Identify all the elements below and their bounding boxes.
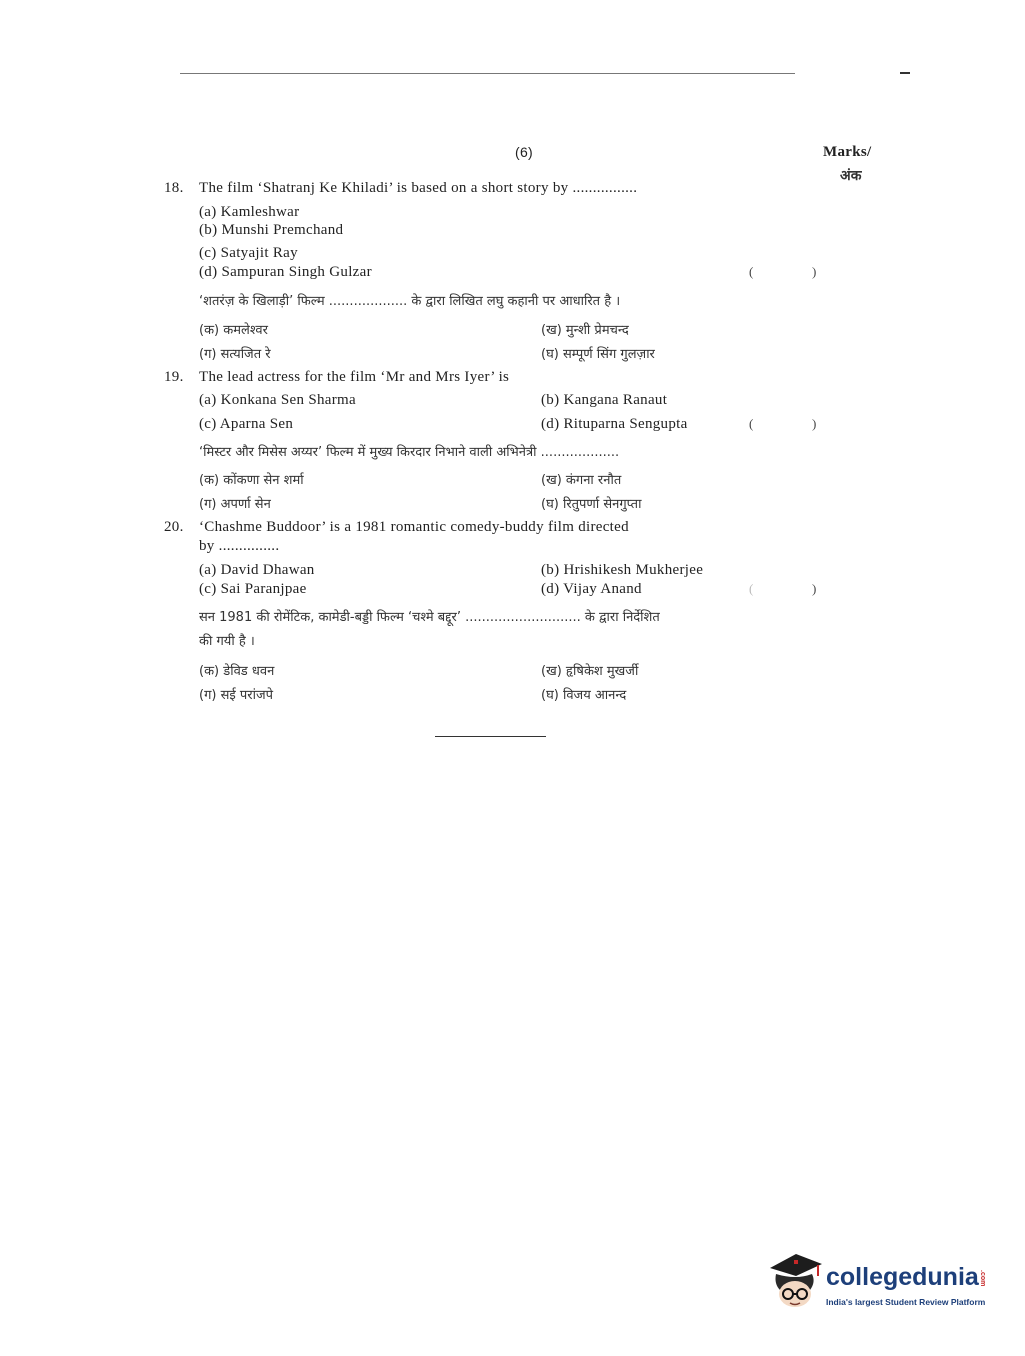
question-text-line-1: ‘Chashme Buddoor’ is a 1981 romantic comedy-buddy film directed [199, 519, 629, 535]
hindi-option-a: (क) कमलेश्वर [199, 323, 268, 338]
answer-bracket-close: ) [812, 264, 817, 279]
hindi-option-d: (घ) रितुपर्णा सेनगुप्ता [541, 497, 642, 512]
top-rule [180, 73, 795, 74]
option-a: (a) Kamleshwar [199, 204, 300, 220]
option-c: (c) Aparna Sen [199, 416, 294, 432]
option-c: (c) Sai Paranjpae [199, 581, 307, 597]
question-text: The film ‘Shatranj Ke Khiladi’ is based on a short story by ................ [199, 180, 638, 196]
option-b: (b) Munshi Premchand [199, 222, 344, 238]
hindi-option-b: (ख) कंगना रनौत [541, 473, 622, 488]
mascot-icon [766, 1250, 824, 1312]
answer-bracket-open: ( [749, 264, 754, 279]
hindi-option-c: (ग) अपर्णा सेन [199, 497, 271, 512]
question-text-line-2: by ............... [199, 538, 280, 554]
logo-brand-suffix: .com [978, 1270, 986, 1287]
page-number: (6) [515, 144, 534, 160]
option-d: (d) Rituparna Sengupta [541, 416, 688, 432]
option-d: (d) Vijay Anand [541, 581, 642, 597]
option-a: (a) Konkana Sen Sharma [199, 392, 356, 408]
answer-bracket-open: ( [749, 416, 754, 431]
logo-brand-name: collegedunia [826, 1263, 979, 1291]
end-of-section-rule [435, 736, 546, 737]
top-right-dash [900, 72, 910, 74]
option-a: (a) David Dhawan [199, 562, 315, 578]
question-number: 18. [164, 180, 184, 196]
hindi-option-b: (ख) हृषिकेश मुखर्जी [541, 664, 639, 679]
option-d: (d) Sampuran Singh Gulzar [199, 264, 372, 280]
logo-tagline: India's largest Student Review Platform [826, 1297, 986, 1307]
question-number: 19. [164, 369, 184, 385]
hindi-question-text-line-2: की गयी है । [199, 634, 255, 649]
hindi-option-a: (क) डेविड धवन [199, 664, 275, 679]
logo-brand [826, 1263, 986, 1292]
hindi-option-a: (क) कोंकणा सेन शर्मा [199, 473, 304, 488]
question-text: The lead actress for the film ‘Mr and Mrs Iyer’ is [199, 369, 510, 385]
hindi-option-c: (ग) सत्यजित रे [199, 347, 271, 362]
hindi-option-b: (ख) मुन्शी प्रेमचन्द [541, 323, 629, 338]
marks-label-hindi: अंक [840, 168, 862, 184]
hindi-option-d: (घ) सम्पूर्ण सिंग गुलज़ार [541, 347, 655, 362]
answer-bracket-close: ) [812, 416, 817, 431]
answer-bracket-open: ( [749, 581, 754, 596]
option-b: (b) Kangana Ranaut [541, 392, 668, 408]
question-number: 20. [164, 519, 184, 535]
answer-bracket-close: ) [812, 581, 817, 596]
hindi-question-text: ‘मिस्टर और मिसेस अय्यर’ फिल्म में मुख्य किरदार निभाने वाली अभिनेत्री ................... [199, 445, 620, 460]
option-b: (b) Hrishikesh Mukherjee [541, 562, 704, 578]
marks-label: Marks/ [823, 144, 872, 160]
hindi-option-c: (ग) सई परांजपे [199, 688, 273, 703]
hindi-question-text-line-1: सन 1981 की रोमेंटिक, कामेडी-बड्डी फिल्म ‘चश्मे बद्दूर’ ............................ के द्वारा निर्देशित [199, 610, 660, 625]
option-c: (c) Satyajit Ray [199, 245, 298, 261]
collegedunia-logo [766, 1250, 996, 1320]
hindi-option-d: (घ) विजय आनन्द [541, 688, 627, 703]
hindi-question-text: ‘शतरंज़ के खिलाड़ी’ फिल्म ................... के द्वारा लिखित लघु कहानी पर आधारित है । [199, 294, 621, 309]
